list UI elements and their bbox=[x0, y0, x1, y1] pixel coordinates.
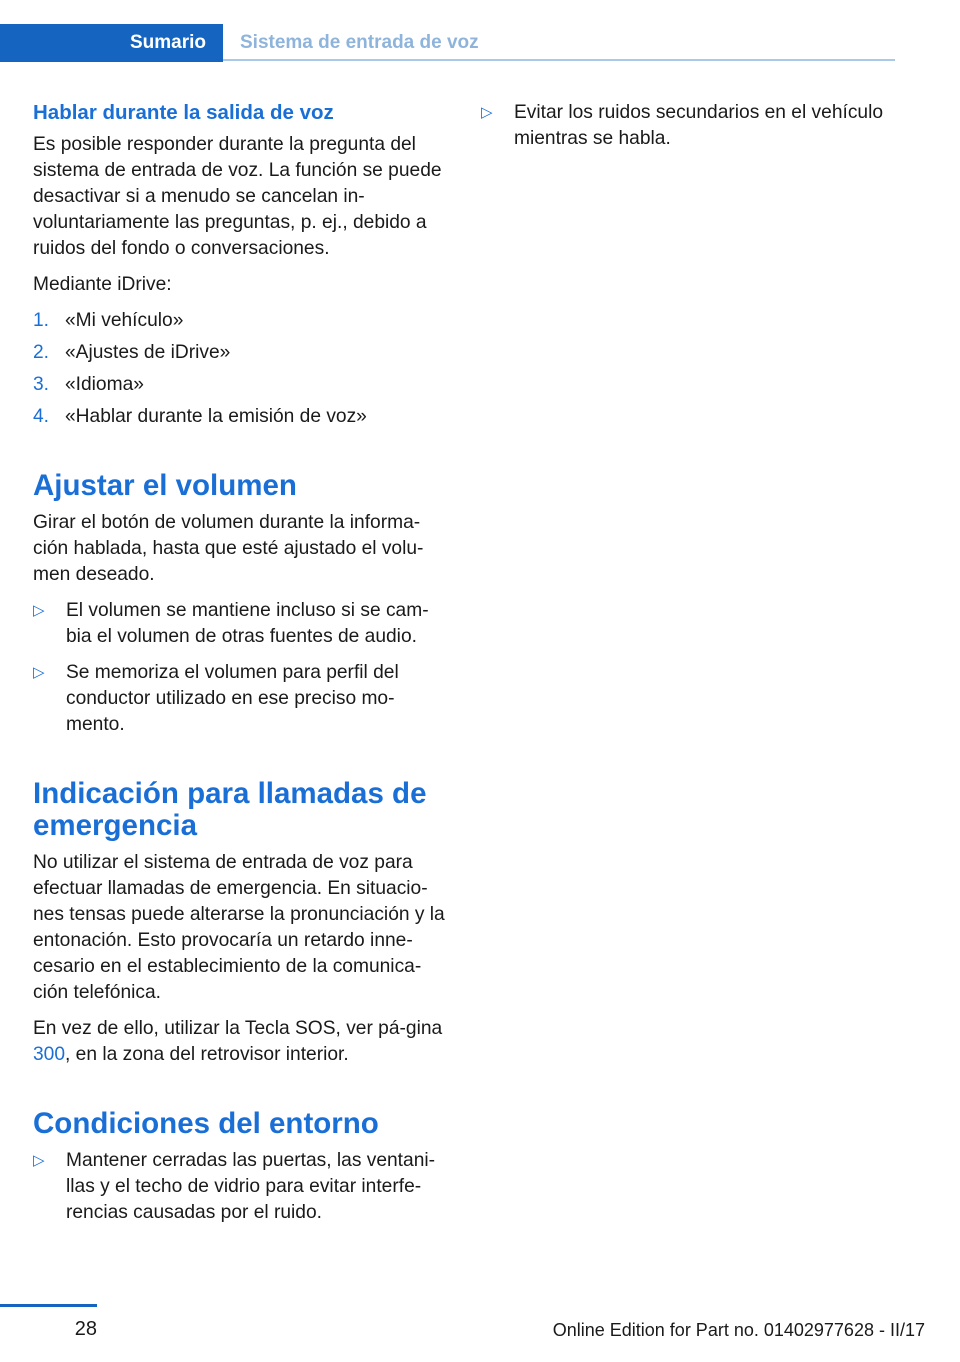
step-text: «Ajustes de iDrive» bbox=[65, 342, 231, 363]
step-number: 4. bbox=[33, 406, 50, 427]
step-text: «Mi vehículo» bbox=[65, 310, 184, 331]
text-fragment: En vez de ello, utilizar la Tecla SOS, ver pá‐gina bbox=[33, 1018, 443, 1039]
triangle-bullet-icon: ▷ bbox=[33, 664, 45, 681]
step-number: 3. bbox=[33, 374, 50, 395]
bullet-list bbox=[481, 100, 901, 152]
step-number: 2. bbox=[33, 342, 50, 363]
paragraph: No utilizar el sistema de entrada de voz para efectuar llamadas de emergencia. En situacio‐nes tensas puede alterarse la pronunciación y la entonación. Esto provocaría un retardo inne‐cesario en el establecimiento de la comunica‐ción telefónica. bbox=[33, 852, 445, 1003]
left-column bbox=[33, 100, 451, 1236]
edition-text: Online Edition for Part no. 01402977628 - II/17 bbox=[552, 1320, 925, 1340]
list-item bbox=[33, 404, 451, 430]
list-item bbox=[33, 340, 451, 366]
header-bar bbox=[0, 24, 895, 62]
step-text: «Hablar durante la emisión de voz» bbox=[65, 406, 367, 427]
step-number: 1. bbox=[33, 310, 50, 331]
triangle-bullet-icon: ▷ bbox=[33, 1152, 45, 1169]
section-title-entorno: Condiciones del entorno bbox=[33, 1107, 379, 1140]
triangle-bullet-icon: ▷ bbox=[481, 104, 493, 121]
bullet-text: Se memoriza el volumen para perfil del conductor utilizado en ese preciso mo‐mento. bbox=[66, 662, 399, 735]
section-title-hablar: Hablar durante la salida de voz bbox=[33, 101, 334, 124]
header-rule bbox=[223, 59, 895, 61]
bullet-list bbox=[33, 1148, 451, 1226]
right-column bbox=[481, 100, 901, 162]
list-item bbox=[33, 1148, 451, 1226]
tab-section-title[interactable]: Sistema de entrada de voz bbox=[240, 32, 479, 53]
list-item bbox=[33, 598, 451, 650]
paragraph: Girar el botón de volumen durante la informa‐ción hablada, hasta que esté ajustado el volu‐men deseado. bbox=[33, 512, 424, 585]
section-title-volumen: Ajustar el volumen bbox=[33, 469, 297, 502]
footer-rule bbox=[0, 1304, 97, 1307]
bullet-list bbox=[33, 598, 451, 738]
page-number: 28 bbox=[74, 1318, 97, 1340]
tab-sumario[interactable]: Sumario bbox=[0, 24, 223, 62]
triangle-bullet-icon: ▷ bbox=[33, 602, 45, 619]
bullet-text: Mantener cerradas las puertas, las ventani‐llas y el techo de vidrio para evitar interfe‐rencias causadas por el ruido. bbox=[66, 1150, 436, 1223]
bullet-text: El volumen se mantiene incluso si se cam‐bia el volumen de otras fuentes de audio. bbox=[66, 600, 429, 647]
list-item bbox=[33, 660, 451, 738]
steps-list bbox=[33, 308, 451, 430]
list-item bbox=[33, 308, 451, 334]
paragraph: Mediante iDrive: bbox=[33, 274, 172, 295]
list-item bbox=[481, 100, 901, 152]
bullet-text: Evitar los ruidos secundarios en el vehículo mientras se habla. bbox=[514, 102, 884, 149]
step-text: «Idioma» bbox=[65, 374, 144, 395]
page-link[interactable]: 300 bbox=[33, 1044, 66, 1065]
text-fragment: , en la zona del retrovisor interior. bbox=[65, 1044, 349, 1065]
paragraph: Es posible responder durante la pregunta del sistema de entrada de voz. La función se puede desactivar si a menudo se cancelan in‐voluntariamente las preguntas, p. ej., debido a ruidos del fondo o conversaciones. bbox=[33, 134, 442, 259]
section-title-emergencia: Indicación para llamadas de emergencia bbox=[33, 777, 427, 842]
list-item bbox=[33, 372, 451, 398]
paragraph bbox=[33, 1016, 451, 1068]
